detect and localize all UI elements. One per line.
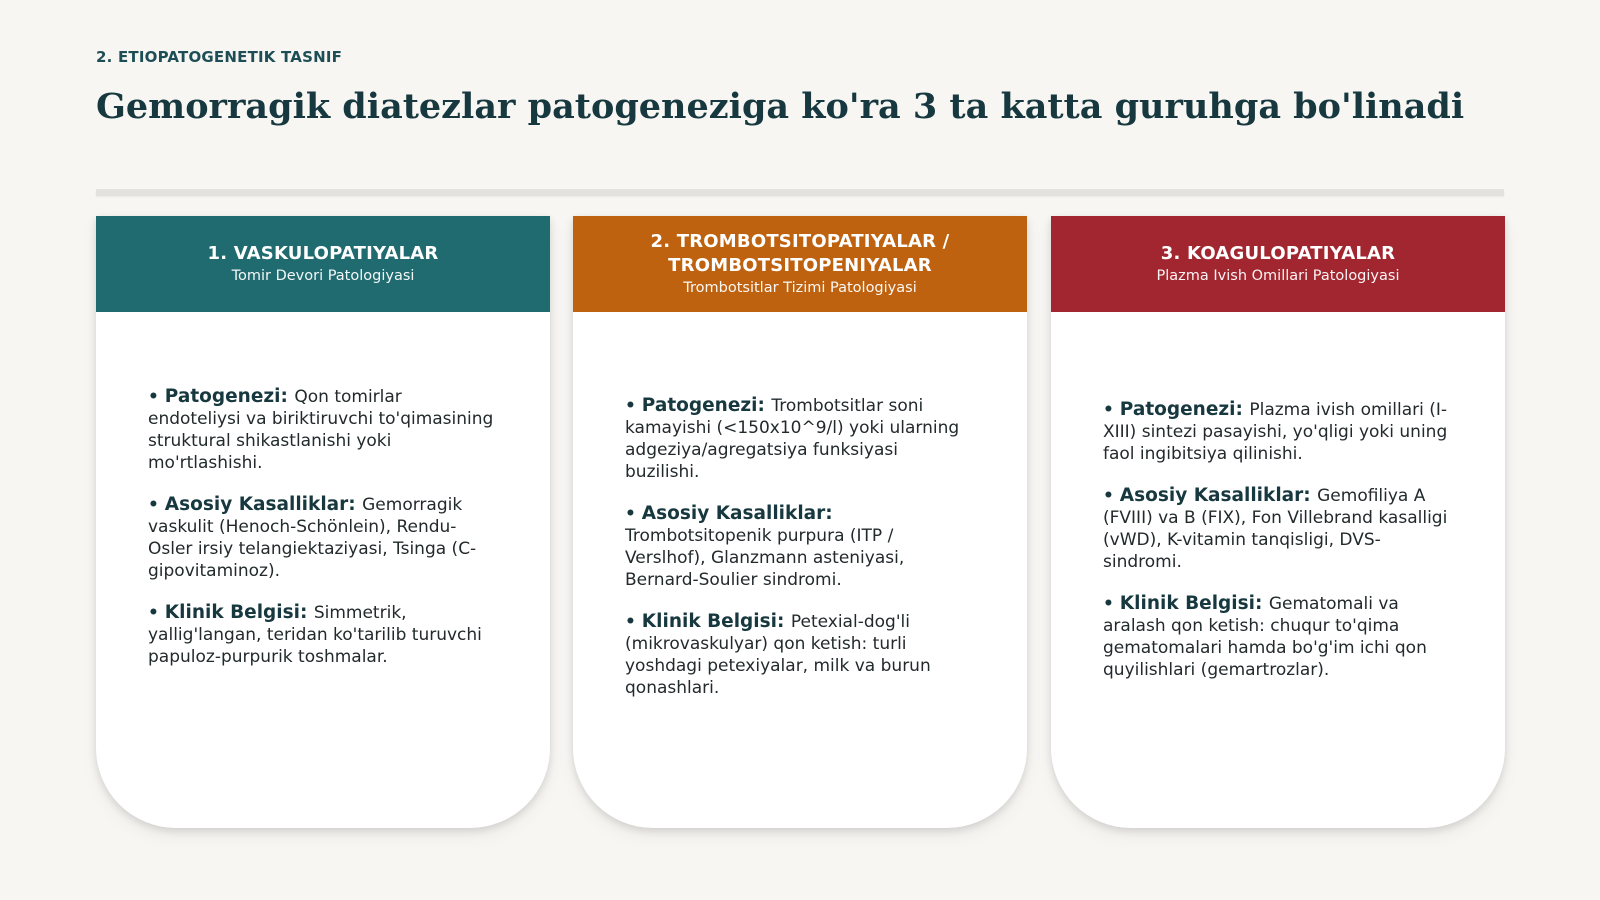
item-label: Asosiy Kasalliklar: [641,503,833,524]
list-item-klinik-belgisi [1103,593,1453,681]
card-body [573,312,1027,828]
item-text: Gemofiliya A (FVIII) va B (FIX), Fon Villebrand kasalligi (vWD), K-vitamin tanqisligi, DVS-sindromi. [1103,486,1448,572]
bullet-icon: • [1103,400,1120,420]
bullet-icon: • [148,603,165,623]
card-title-line-1: 2. TROMBOTSITOPATIYALAR / [650,231,950,252]
list-item-klinik-belgisi [625,611,975,699]
bullet-icon: • [1103,594,1120,614]
list-item-patogenezi [148,386,498,474]
card-header [96,216,550,312]
card-subtitle: Tomir Devori Patologiyasi [231,268,415,284]
item-text: Plazma ivish omillari (I-XIII) sintezi pasayishi, yo'qligi yoki uning faol ingibitsiya qilinishi. [1103,400,1448,464]
card-title: 3. KOAGULOPATIYALAR [1160,243,1396,264]
list-item-klinik-belgisi [148,602,498,668]
item-label: Klinik Belgisi: [1119,593,1269,614]
item-text: Petexial-dog'li (mikrovaskulyar) qon ketish: turli yoshdagi petexiyalar, milk va burun qonashlari. [625,612,931,698]
card-title: 1. VASKULOPATIYALAR [207,243,439,264]
section-label: 2. ETIOPATOGENETIK TASNIF [96,48,343,66]
item-label: Klinik Belgisi: [641,611,791,632]
bullet-icon: • [625,612,642,632]
card-header [1051,216,1505,312]
item-text: Gematomali va aralash qon ketish: chuqur to'qima gematomalari hamda bo'g'im ichi qon quyilishlari (gemartrozlar). [1103,594,1427,680]
item-label: Asosiy Kasalliklar: [1119,485,1318,506]
bullet-icon: • [625,504,642,524]
list-item-patogenezi [1103,399,1453,465]
card-subtitle: Trombotsitlar Tizimi Patologiyasi [683,280,917,296]
card-header [573,216,1027,312]
item-text: Qon tomirlar endoteliysi va biriktiruvchi to'qimasining struktural shikastlanishi yoki mo'rtlashishi. [148,387,494,473]
divider [96,189,1504,196]
item-label: Patogenezi: [641,395,772,416]
list-item-asosiy-kasalliklar [1103,485,1453,573]
page-title: Gemorragik diatezlar patogeneziga ko'ra 3 ta katta guruhga bo'linadi [96,86,1465,127]
bullet-icon: • [148,387,165,407]
card-trombotsitopatiyalar [573,216,1027,828]
item-label: Asosiy Kasalliklar: [164,494,363,515]
card-subtitle: Plazma Ivish Omillari Patologiyasi [1156,268,1400,284]
item-label: Klinik Belgisi: [164,602,314,623]
list-item-asosiy-kasalliklar [625,503,975,591]
bullet-icon: • [148,495,165,515]
item-text: Trombotsitopenik purpura (ITP / Verslhof), Glanzmann asteniyasi, Bernard-Soulier sindromi. [625,526,905,590]
item-label: Patogenezi: [164,386,295,407]
card-title-line-2: TROMBOTSITOPENIYALAR [668,255,932,276]
item-text: Trombotsitlar soni kamayishi (<150x10^9/l) yoki ularning adgeziya/agregatsiya funksiyasi buzilishi. [625,396,960,482]
list-item-patogenezi [625,395,975,483]
card-body [96,312,550,828]
card-body [1051,312,1505,828]
list-item-asosiy-kasalliklar [148,494,498,582]
card-koagulopatiyalar [1051,216,1505,828]
card-vaskulopatiyalar [96,216,550,828]
item-text: Gemorragik vaskulit (Henoch-Schönlein), Rendu-Osler irsiy telangiektaziyasi, Tsinga (C-gipovitaminoz). [148,495,477,581]
item-label: Patogenezi: [1119,399,1250,420]
item-text: Simmetrik, yallig'langan, teridan ko'tarilib turuvchi papuloz-purpurik toshmalar. [148,603,482,667]
bullet-icon: • [1103,486,1120,506]
bullet-icon: • [625,396,642,416]
